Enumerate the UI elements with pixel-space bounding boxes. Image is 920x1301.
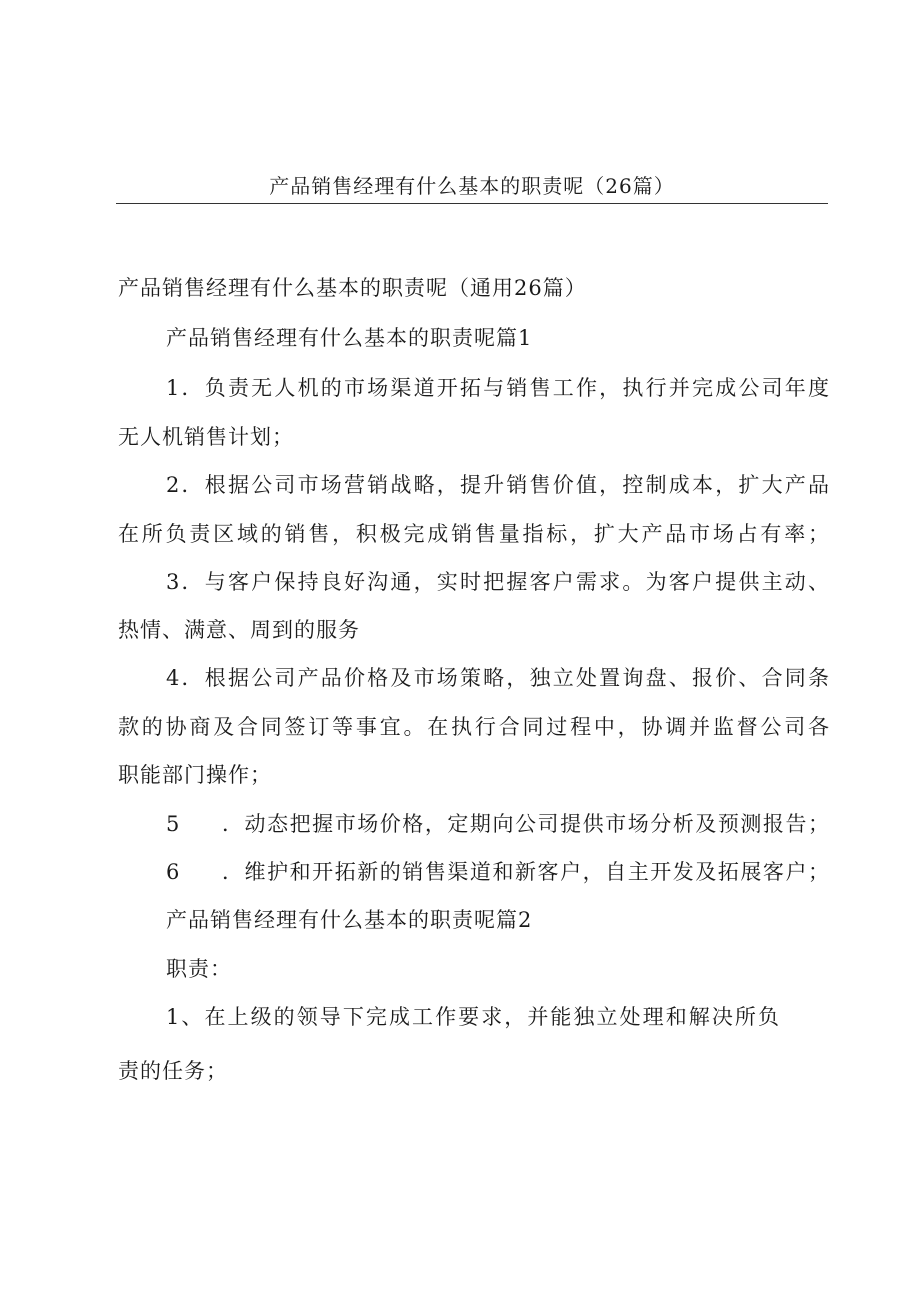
section-heading-part2: 产品销售经理有什么基本的职责呢篇2 xyxy=(166,908,533,932)
paragraph-duty1-line1: 1、在上级的领导下完成工作要求，并能独立处理和解决所负 xyxy=(166,1005,780,1029)
duties-label: 职责： xyxy=(166,957,232,981)
page-title: 产品销售经理有什么基本的职责呢（26篇） xyxy=(269,174,675,198)
paragraph-item4-line2: 款的协商及合同签订等事宜。在执行合同过程中，协调并监督公司各 xyxy=(118,715,830,739)
list-item-6-number: 6 xyxy=(166,860,181,884)
list-item-6-text: ．维护和开拓新的销售渠道和新客户，自主开发及拓展客户； xyxy=(222,860,830,884)
list-item-5-number: 5 xyxy=(166,812,181,836)
paragraph-item4-line1: 4．根据公司产品价格及市场策略，独立处置询盘、报价、合同条 xyxy=(166,666,830,690)
paragraph-item1-line2: 无人机销售计划； xyxy=(118,425,294,449)
section-heading-part1: 产品销售经理有什么基本的职责呢篇1 xyxy=(166,326,533,350)
document-subtitle: 产品销售经理有什么基本的职责呢（通用26篇） xyxy=(118,276,587,300)
paragraph-item2-line2: 在所负责区域的销售，积极完成销售量指标，扩大产品市场占有率； xyxy=(118,522,830,546)
paragraph-item3-line2: 热情、满意、周到的服务 xyxy=(118,618,360,642)
paragraph-item2-line1: 2．根据公司市场营销战略，提升销售价值，控制成本，扩大产品 xyxy=(166,473,830,497)
paragraph-duty1-line2: 责的任务； xyxy=(118,1059,228,1083)
paragraph-item1-line1: 1．负责无人机的市场渠道开拓与销售工作，执行并完成公司年度 xyxy=(166,376,830,400)
header-divider xyxy=(116,203,828,204)
paragraph-item3-line1: 3．与客户保持良好沟通，实时把握客户需求。为客户提供主动、 xyxy=(166,570,830,594)
paragraph-item4-line3: 职能部门操作； xyxy=(118,763,272,787)
list-item-5-text: ．动态把握市场价格，定期向公司提供市场分析及预测报告； xyxy=(222,812,830,836)
